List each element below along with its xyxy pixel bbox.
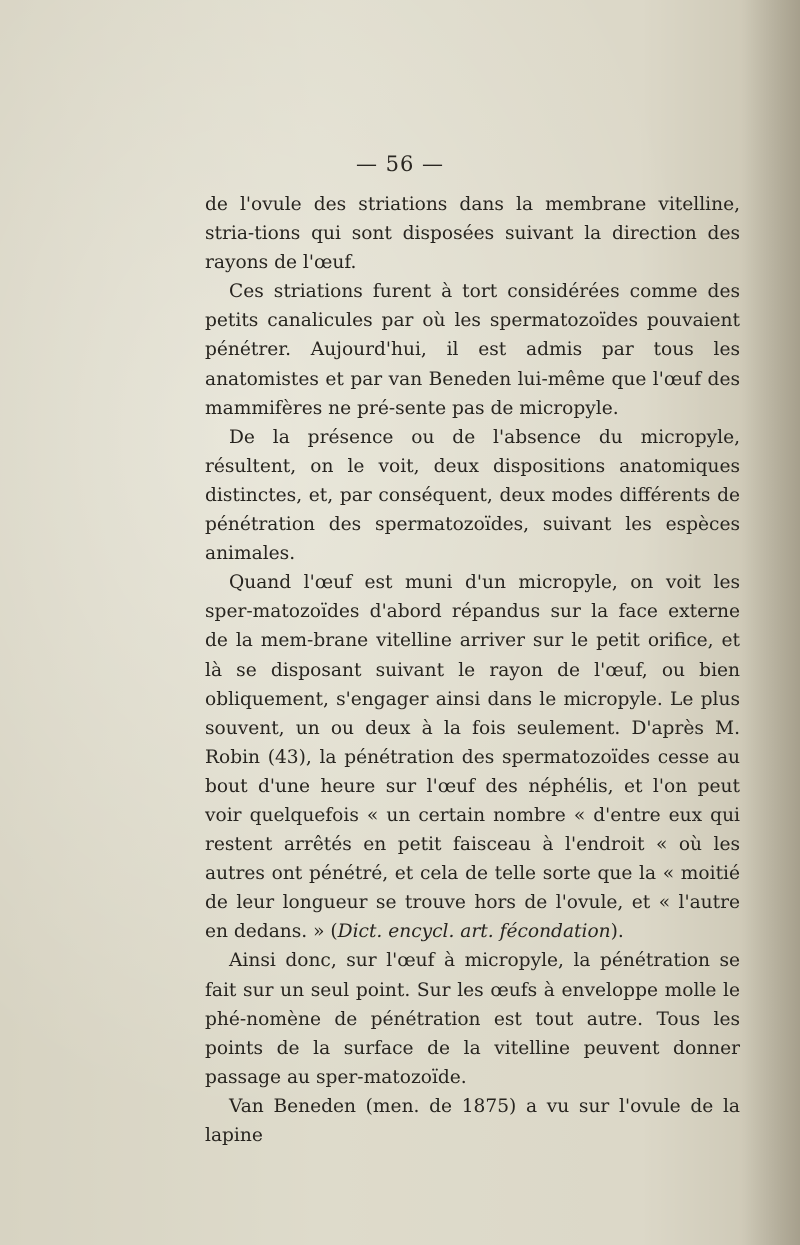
paragraph (205, 568, 740, 946)
page-edge-shadow (740, 0, 800, 1245)
paragraph: de l'ovule des striations dans la membrane vitelline, stria-tions qui sont disposées suivant la direction des rayons de l'œuf. (205, 194, 740, 274)
paragraph-tail: ). (610, 921, 624, 943)
paragraph: Ainsi donc, sur l'œuf à micropyle, la pénétration se fait sur un seul point. Sur les œufs à enveloppe molle le phé-nomène de pénétration est tout autre. Tous les points de la surface de la vitelline peuvent donner passage au sper-matozoïde. (205, 950, 740, 1088)
citation: Dict. encycl. art. fécondation (337, 921, 611, 943)
paragraph: Van Beneden (men. de 1875) a vu sur l'ovule de la lapine (205, 1095, 740, 1146)
body-text (205, 190, 740, 1150)
paragraph: De la présence ou de l'absence du micropyle, résultent, on le voit, deux dispositions anatomiques distinctes, et, par conséquent, deux modes différents de pénétration des spermatozoïdes, suivant les espèces animales. (205, 426, 740, 565)
page-number: — 56 — (355, 152, 445, 176)
paragraph: Ces striations furent à tort considérées comme des petits canalicules par où les spermatozoïdes pouvaient pénétrer. Aujourd'hui, il est admis par tous les anatomistes et par van Beneden lui-même que l'œuf des mammifères ne pré-sente pas de micropyle. (205, 281, 740, 419)
paragraph-text: Quand l'œuf est muni d'un micropyle, on voit les sper-matozoïdes d'abord répandus sur la face externe de la mem-brane vitelline arriver sur le petit orifice, et là se disposant suivant le rayon de l'œuf, ou bien obliquement, s'engager ainsi dans le micropyle. Le plus souvent, un ou deux à la fois seulement. D'après M. Robin (43), la pénétration des spermatozoïdes cesse au bout d'une heure sur l'œuf des néphélis, et l'on peut voir quelquefois « un certain nombre « d'entre eux qui restent arrêtés en petit faisceau à l'endroit « où les autres ont pénétré, et cela de telle sorte que la « moitié de leur longueur se trouve hors de l'ovule, et « l'autre en dedans. » ( (205, 572, 740, 943)
